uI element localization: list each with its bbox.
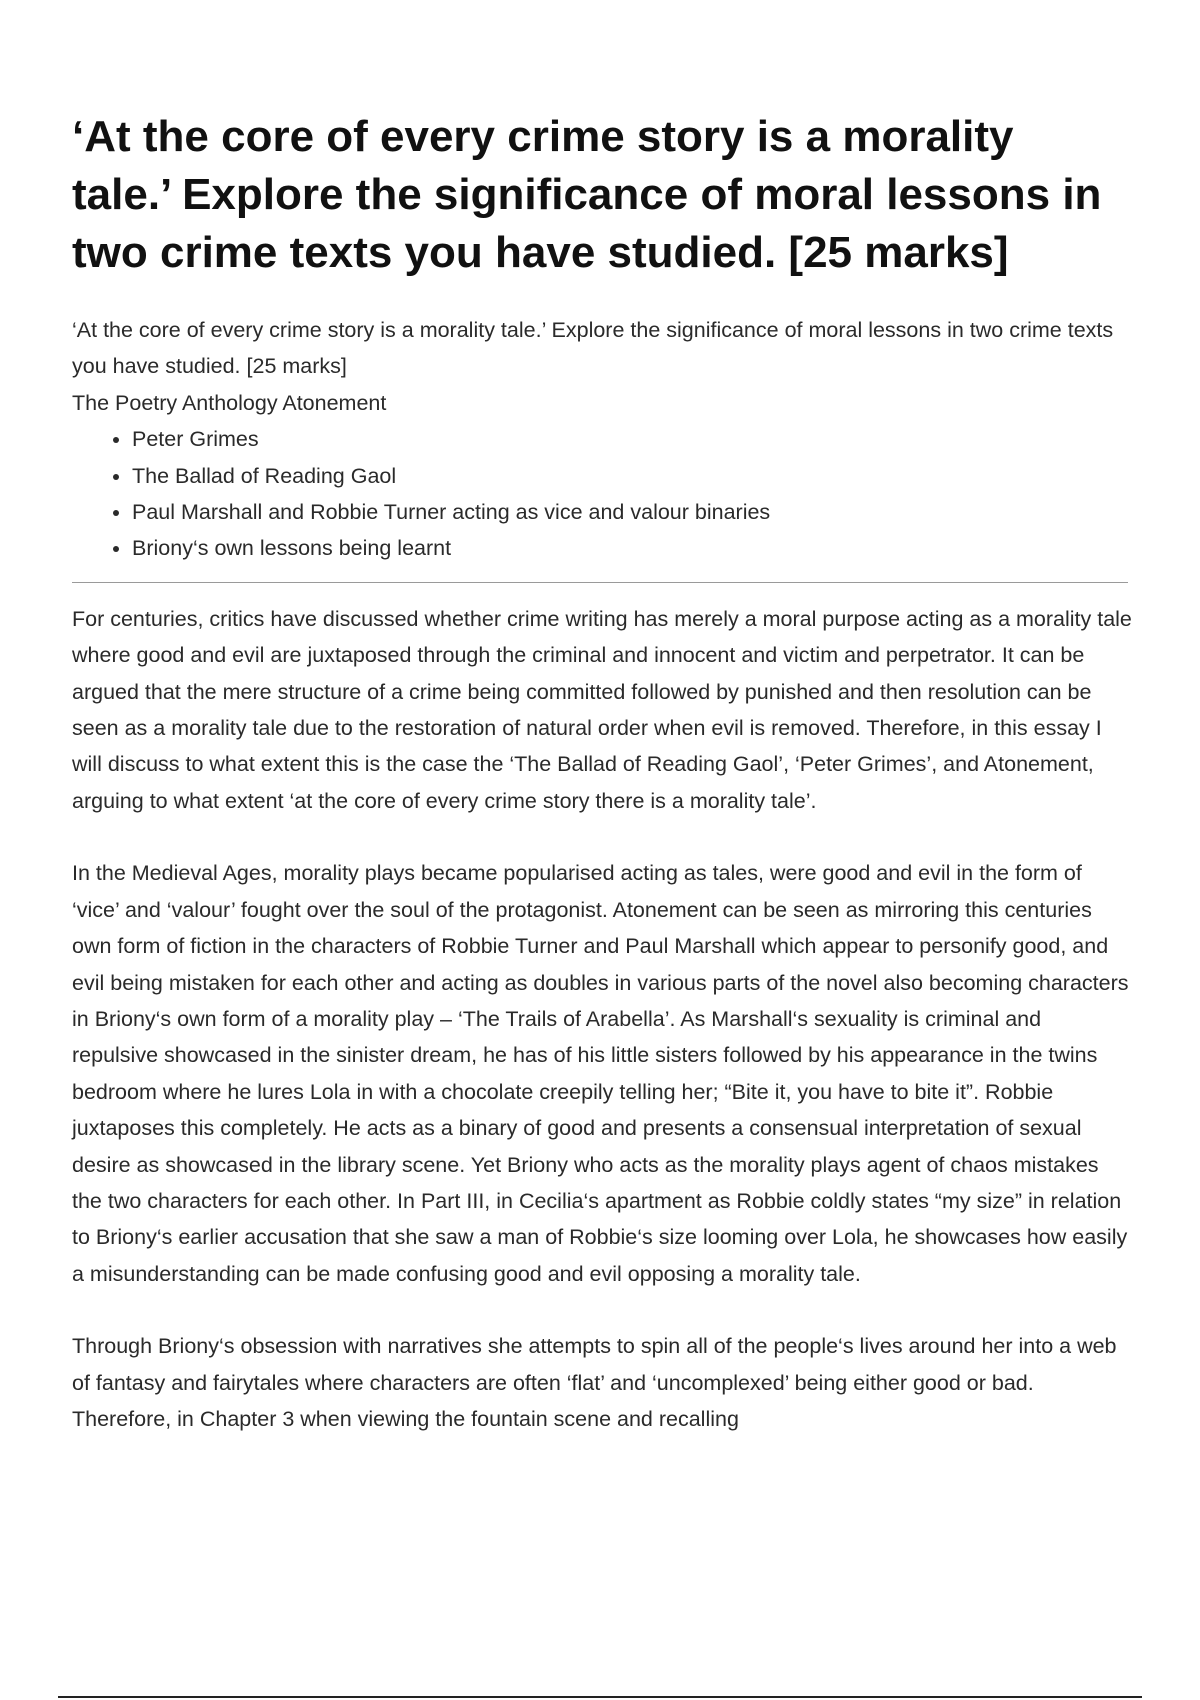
list-item: • Peter Grimes bbox=[132, 421, 1132, 457]
paragraph-introduction: For centuries, critics have discussed whether crime writing has merely a moral purpose acting as a morality tale where good and evil are juxtaposed through the criminal and innocent and victim and perpetrator. It can be argued that the mere structure of a crime being committed followed by punished and then resolution can be seen as a morality tale due to the restoration of natural order when evil is removed. Therefore, in this essay I will discuss to what extent this is the case the ‘The Ballad of Reading Gaol’, ‘Peter Grimes’, and Atonement, arguing to what extent ‘at the core of every crime story there is a morality tale’. bbox=[72, 606, 1132, 813]
topic-list bbox=[72, 421, 1132, 567]
paragraph-morality-plays: In the Medieval Ages, morality plays became popularised acting as tales, were good and evil in the form of ‘vice’ and ‘valour’ fought over the soul of the protagonist. Atonement can be seen as mirroring this centuries own form of fiction in the characters of Robbie Turner and Paul Marshall which appear to personify good, and evil being mistaken for each other and acting as doubles in various parts of the novel also becoming characters in Briony‘s own form of a morality play – ‘The Trails of Arabella’. As Marshall‘s sexuality is criminal and repulsive showcased in the sinister dream, he has of his little sisters followed by his appearance in the twins bedroom where he lures Lola in with a chocolate creepily telling her; “Bite it, you have to bite it”. Robbie juxtaposes this completely. He acts as a binary of good and presents a consensual interpretation of sexual desire as showcased in the library scene. Yet Briony who acts as the morality plays agent of chaos mistakes the two characters for each other. In Part III, in Cecilia‘s apartment as Robbie coldly states “my size” in relation to Briony‘s earlier accusation that she saw a man of Robbie‘s size looming over Lola, he showcases how easily a misunderstanding can be made confusing good and evil opposing a morality tale. bbox=[72, 861, 1129, 1286]
essay-intro bbox=[72, 312, 1132, 567]
page-bottom-rule bbox=[58, 1696, 1142, 1698]
paragraph-briony-narratives: Through Briony‘s obsession with narratives she attempts to spin all of the people‘s lives around her into a web of fantasy and fairytales where characters are often ‘flat’ and ‘uncomplexed’ being either good or bad. Therefore, in Chapter 3 when viewing the fountain scene and recalling bbox=[72, 1334, 1117, 1431]
essay-title: ‘At the core of every crime story is a morality tale.’ Explore the significance of moral lessons in two crime texts you have studied. [25 marks] bbox=[72, 112, 1102, 277]
list-item: • The Ballad of Reading Gaol bbox=[132, 458, 1132, 494]
texts-line: The Poetry Anthology Atonement bbox=[72, 390, 387, 415]
section-divider bbox=[72, 582, 1128, 583]
list-item: • Paul Marshall and Robbie Turner acting as vice and valour binaries bbox=[132, 494, 1132, 530]
list-item: • Briony‘s own lessons being learnt bbox=[132, 530, 1132, 566]
question-line: ‘At the core of every crime story is a morality tale.’ Explore the significance of moral lessons in two crime texts you have studied. [25 marks] bbox=[72, 318, 1114, 379]
document-page bbox=[72, 0, 1132, 1473]
essay-body bbox=[72, 601, 1132, 1438]
